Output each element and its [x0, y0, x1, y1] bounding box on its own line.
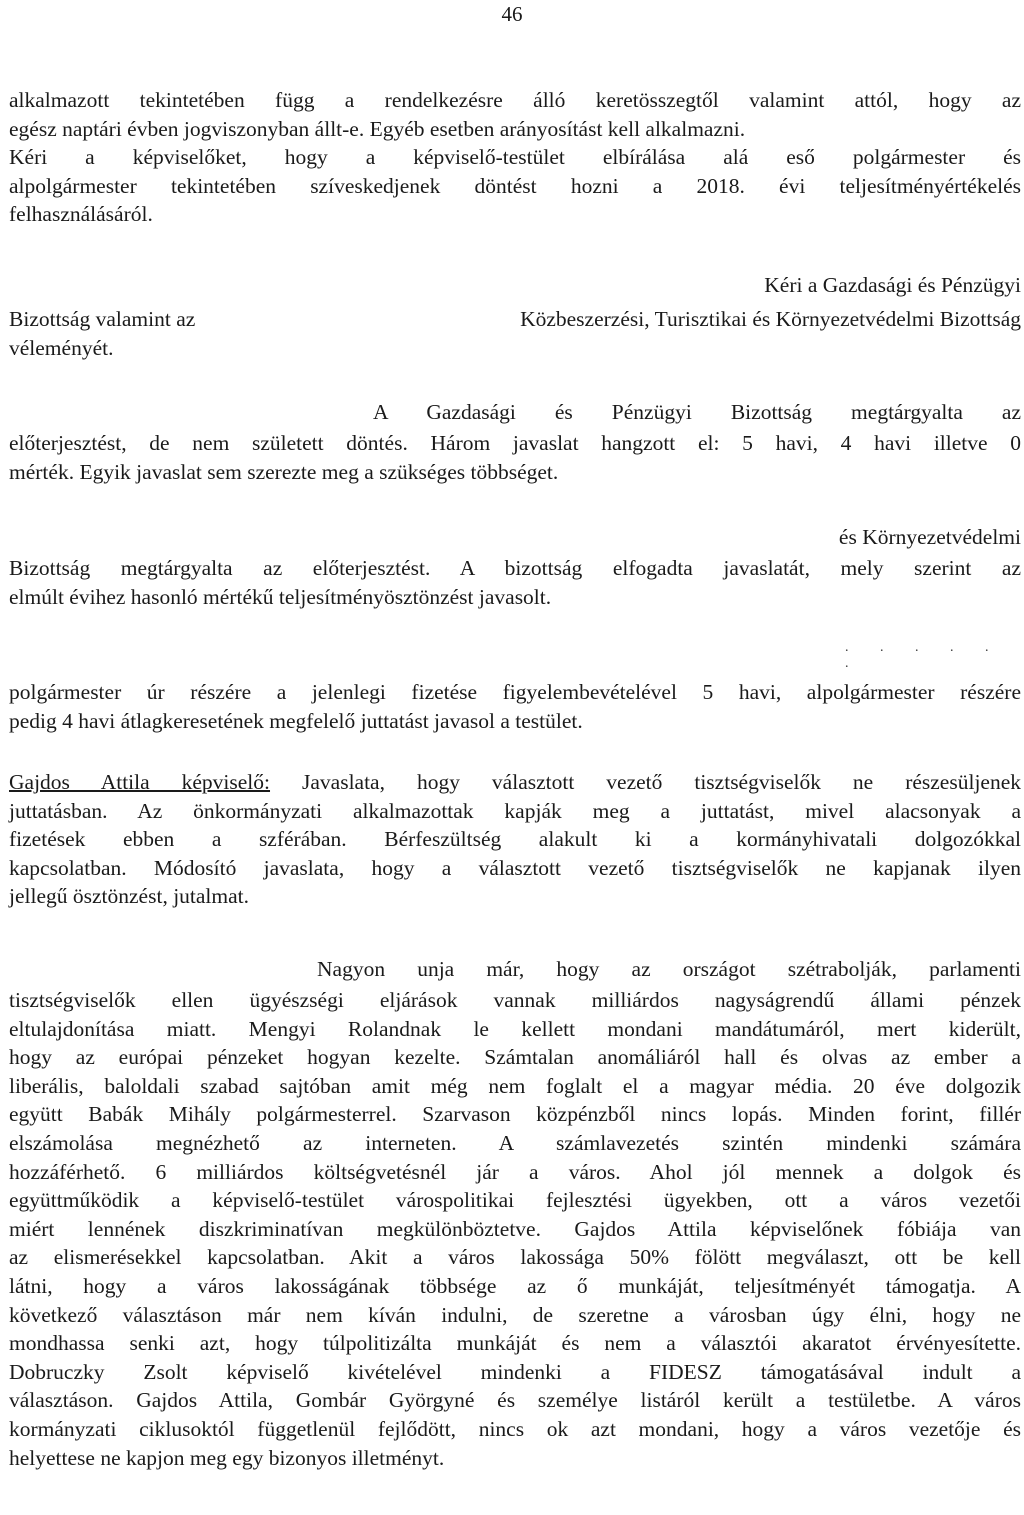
text-line: együtt Babák Mihály polgármesterrel. Szarvason közpénzből nincs lopás. Minden forint, fillér [9, 1102, 1021, 1127]
text-line: miért lennének diszkriminatívan megkülönböztetve. Gajdos Attila képviselőnek fóbiája van [9, 1216, 1021, 1241]
text-line: kormányzati ciklusoktól függetlenül fejlődött, nincs ok azt mondani, hogy a város vezetője és [9, 1416, 1021, 1441]
text-line: alkalmazott tekintetében függ a rendelkezésre álló keretösszegtől valamint attól, hogy az [9, 88, 1021, 112]
text-line: Dobruczky Zsolt képviselő kivételével mindenki a FIDESZ támogatásával indult a [9, 1359, 1021, 1384]
text-line: tisztségviselők ellen ügyészségi eljárások vannak milliárdos nagyságrendű állami pénzek [9, 988, 1021, 1012]
text-line: előterjesztést, de nem született döntés. Három javaslat hangzott el: 5 havi, 4 havi illetve 0 [9, 431, 1021, 455]
text-line: helyettese ne kapjon meg egy bizonyos illetményt. [9, 1445, 445, 1470]
text-line: együttműködik a képviselő-testület várospolitikai fejlesztési ügyekben, ott a város vezetői [9, 1188, 1021, 1213]
page-number: 46 [501, 2, 523, 26]
text-line: elszámolása megnézhető az interneten. A számlavezetés szintén mindenki számára [9, 1130, 1021, 1155]
speaker-name: Gajdos Attila képviselő: [9, 770, 271, 794]
paragraph-4 [9, 678, 1021, 735]
text-line: alpolgármester tekintetében szíveskedjenek döntést hozni a 2018. évi teljesítményértékelés [9, 173, 1021, 198]
text-line: egész naptári évben jogviszonyban állt-e. Egyéb esetben arányosítást kell alkalmazni. [9, 116, 746, 141]
text-line: eltulajdonítása miatt. Mengyi Rolandnak le kellett mondani mandátumáról, mert kiderült, [9, 1016, 1021, 1041]
text-line: az elismerésekkel kapcsolatban. Akit a város lakossága 50% fölött megválaszt, ott be kell [9, 1245, 1021, 1270]
speaker-statement: Javaslata, hogy választott vezető tisztségviselők ne részesüljenek [302, 770, 1022, 794]
text-line: A Gazdasági és Pénzügyi Bizottság megtárgyalta az [373, 400, 1021, 424]
text-line: látni, hogy a város lakosságának többsége az ő munkáját, teljesítményét támogatja. A [9, 1273, 1021, 1298]
text-line: felhasználásáról. [9, 202, 153, 227]
text-line: juttatásban. Az önkormányzati alkalmazottak kapják meg a juttatást, mivel alacsonyak a [9, 798, 1021, 823]
text-line [9, 768, 1021, 797]
text-line: polgármester úr részére a jelenlegi fizetése figyelembevételével 5 havi, alpolgármester részére [9, 680, 1021, 704]
text-line: liberális, baloldali szabad sajtóban amit még nem foglalt el a magyar média. 20 éve dolgozik [9, 1073, 1021, 1098]
text-line: hogy az európai pénzeket hogyan kezelte. Számtalan anomáliáról hall és olvas az ember a [9, 1045, 1021, 1070]
paragraph-5 [9, 768, 1021, 911]
cropped-text-marks: . . . . . . [845, 640, 1003, 671]
paragraph-1 [9, 86, 1021, 229]
text-line: és Környezetvédelmi [838, 525, 1021, 549]
text-line: kapcsolatban. Módosító javaslata, hogy a választott vezető tisztségviselők ne kapjanak ilyen [9, 855, 1021, 880]
text-line: elmúlt évihez hasonló mértékű teljesítményösztönzést javasolt. [9, 584, 552, 609]
text-line: mondhassa senki azt, hogy túlpolitizálta munkáját és nem a választói akaratot érvényesítette. [9, 1331, 1021, 1356]
text-line: Kéri a Gazdasági és Pénzügyi [764, 273, 1021, 297]
text-line: Kéri a képviselőket, hogy a képviselő-testület elbírálása alá eső polgármester és [9, 145, 1021, 170]
text-line: hozzáférhető. 6 milliárdos költségvetésnél jár a város. Ahol jól mennek a dolgok és [9, 1159, 1021, 1184]
text-line: Bizottság valamint az [9, 307, 196, 331]
text-line: fizetések ebben a szférában. Bérfeszültség alakult ki a kormányhivatali dolgozókkal [9, 827, 1021, 852]
text-line: jellegű ösztönzést, jutalmat. [9, 884, 250, 909]
text-line: pedig 4 havi átlagkeresetének megfelelő juttatást javasol a testület. [9, 708, 583, 733]
text-line: Közbeszerzési, Turisztikai és Környezetvédelmi Bizottság [520, 307, 1021, 331]
text-line: Nagyon unja már, hogy az országot szétrabolják, parlamenti [317, 957, 1021, 981]
text-line: választáson. Gajdos Attila, Gombár Györgyné és személye listáról került a testületbe. A város [9, 1388, 1021, 1413]
text-line: következő választáson már nem kíván indulni, de szeretne a városban úgy élni, hogy ne [9, 1302, 1021, 1327]
text-line: Bizottság megtárgyalta az előterjesztést. A bizottság elfogadta javaslatát, mely szerint az [9, 556, 1021, 580]
text-line: mérték. Egyik javaslat sem szerezte meg a szükséges többséget. [9, 459, 559, 484]
text-line: véleményét. [9, 336, 114, 360]
